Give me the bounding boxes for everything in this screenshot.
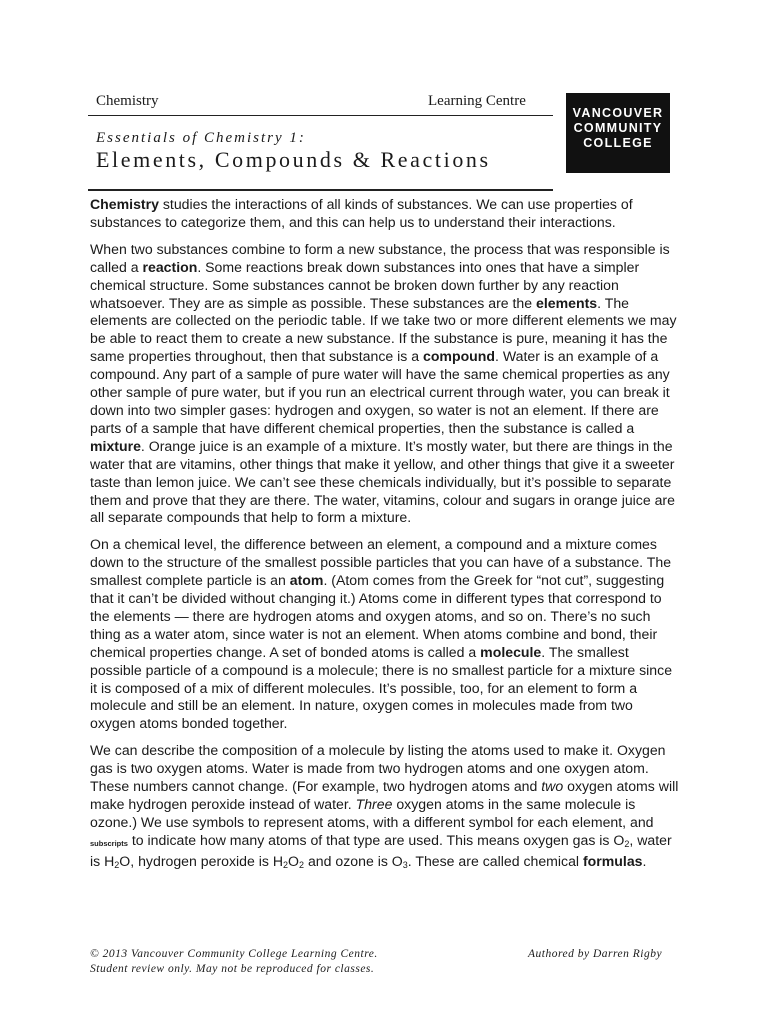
document-title: Elements, Compounds & Reactions — [96, 147, 491, 172]
logo-line-3: COLLEGE — [583, 136, 653, 150]
term-subscripts: subscripts — [90, 838, 128, 848]
text-span: and ozone is O — [304, 852, 403, 869]
vcc-logo-graphic — [566, 93, 670, 173]
term-formulas: formulas — [582, 852, 643, 869]
text-span: oxygen atoms will make hydrogen peroxide instead of water. — [90, 778, 679, 812]
text-span: . The elements are collected on the periodic table. If we take two or more different elements we may be able to react them to create a new substance. If the substance is pure, meaning it has the same properties throughout, then that substance is a — [90, 294, 677, 365]
footer-copyright-line-1: © 2013 Vancouver Community College Learning Centre. — [90, 948, 378, 960]
document-body — [90, 196, 680, 880]
logo-line-2: COMMUNITY — [573, 121, 663, 135]
subscript: 2 — [624, 838, 630, 849]
text-span: We can describe the composition of a molecule by listing the atoms used to make it. Oxygen gas is two oxygen atoms. Water is made from two hydrogen atoms and one oxygen atom. These numbers cannot change. (For example, two hydrogen atoms and — [90, 742, 666, 795]
text-span: . These are called chemical — [407, 852, 583, 869]
term-molecule: molecule — [480, 643, 542, 660]
text-span: . Orange juice is an example of a mixture. It’s mostly water, but there are things in the water that are vitamins, other things that make it yellow, and other things that give it a sweeter taste than lemon juice. We can’t see these chemicals individually, but it’s possible to separate them and prove that they are there. The water, vitamins, colour and sugars in orange juice are all separate compounds that help to form a mixture. — [90, 437, 675, 526]
emphasis-two: two — [541, 778, 564, 795]
text-span: O — [288, 852, 300, 869]
emphasis-three: Three — [355, 796, 393, 812]
term-reaction: reaction — [142, 258, 198, 275]
subscript: 2 — [283, 859, 289, 870]
header-subject: Chemistry — [96, 93, 159, 109]
text-span: , water is H — [90, 831, 672, 869]
text-span: When two substances combine to form a new substance, the process that was responsible is called a — [90, 240, 670, 275]
footer-copyright — [90, 947, 378, 977]
header-department: Learning Centre — [428, 93, 526, 109]
text-span: . Some reactions break down substances into ones that have a simpler chemical structure. Some substances cannot be broken down further by any reaction whatsoever. They are as simple as possible. These substances are the — [90, 258, 640, 311]
paragraph-atoms — [90, 536, 680, 733]
text-span: On a chemical level, the difference between an element, a compound and a mixture comes down to the structure of the smallest possible particles that you can have of a substance. The smallest complete particle is an — [90, 536, 672, 589]
text-span: O, hydrogen peroxide is H — [119, 852, 284, 869]
text-span: . (Atom comes from the Greek for “not cut”, suggesting that it can’t be divided without changing it.) Atoms come in different types that correspond to the elements — there are hydrogen atoms and oxygen atoms, and so on. There’s no such thing as a water atom, since water is not an element. When atoms combine and bond, their chemical properties change. A set of bonded atoms is called a — [90, 572, 665, 660]
subscript: 3 — [402, 859, 408, 870]
header-rule-bottom — [88, 189, 553, 191]
text-span: . The smallest possible particle of a compound is a molecule; there is no smallest particle for a mixture since it is composed of a mix of different molecules. It’s possible, too, for an element to form a molecule and still be an element. In nature, oxygen comes in molecules made from two oxygen atoms bonded together. — [90, 643, 673, 732]
text-span: . — [642, 852, 647, 869]
paragraph-formulas — [90, 742, 680, 870]
paragraph-reactions — [90, 241, 680, 528]
paragraph-intro — [90, 196, 680, 232]
term-atom: atom — [289, 572, 324, 589]
term-mixture: mixture — [90, 437, 141, 454]
subscript: 2 — [299, 859, 305, 870]
document-subtitle: Essentials of Chemistry 1: — [96, 130, 306, 146]
text-span: oxygen atoms in the same molecule is ozone.) We use symbols to represent atoms, with a different symbol for each element, and — [90, 796, 654, 830]
text-span: to indicate how many atoms of that type are used. This means oxygen gas is O — [127, 831, 625, 848]
footer-copyright-line-2: Student review only. May not be reproduced for classes. — [90, 963, 375, 975]
subscript: 2 — [114, 859, 120, 870]
term-chemistry: Chemistry — [90, 196, 159, 212]
term-elements: elements — [536, 294, 598, 311]
footer-author: Authored by Darren Rigby — [528, 948, 663, 960]
text-span: . Water is an example of a compound. Any part of a sample of pure water will have the same chemical properties as any other sample of pure water, but if you run an electrical current through water, you can break it down into two simpler gases: hydrogen and oxygen, so water is not an element. If there are parts of a sample that have different chemical properties, then the substance is called a — [90, 348, 670, 436]
text-span: studies the interactions of all kinds of substances. We can use properties of substances to categorize them, and this can help us to understand their interactions. — [90, 196, 633, 230]
term-compound: compound — [422, 348, 496, 365]
logo-line-1: VANCOUVER — [572, 106, 664, 120]
header-rule-top — [88, 115, 553, 116]
vcc-logo — [566, 93, 670, 173]
